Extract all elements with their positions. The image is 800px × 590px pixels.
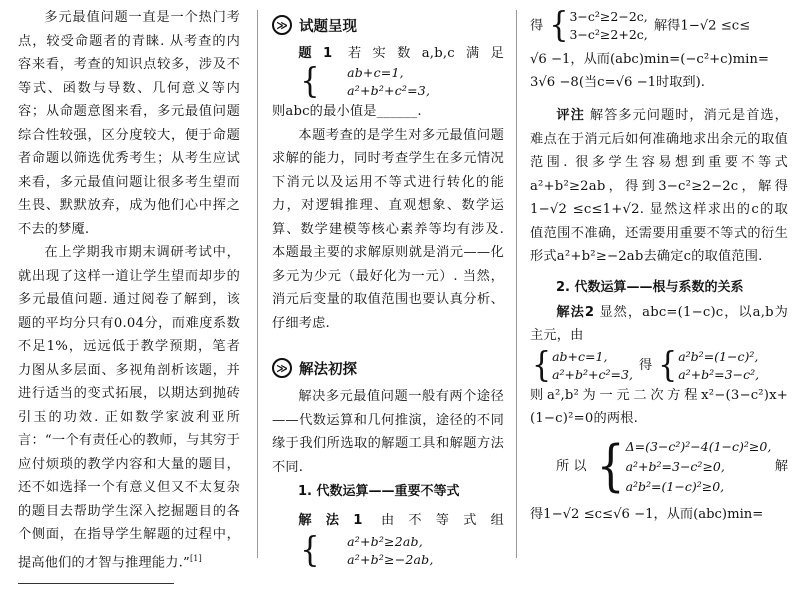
method-label: 解法2 xyxy=(556,304,595,320)
so-label: 所 以 xyxy=(556,459,587,474)
equation-line: a²+b²=3−c²≥0, xyxy=(625,458,725,474)
equation-line: a²+b²≥2ab, xyxy=(347,533,423,549)
equation-line: a²+b²=3−c², xyxy=(678,366,760,382)
approach-paragraph: 解决多元最值问题一般有两个途径——代数运算和几何推演，途径的不同缘于我们所选取的解题工具和解题方法不同. xyxy=(272,389,504,475)
method2-systems xyxy=(530,344,788,386)
intro-paragraph: 多元最值问题一直是一个热门考点，较受命题者的青睐. 从考查的内容来看，考查的知识点较多，涉及不等式、函数与导数、几何意义等内容；从命题意图来看，多元最值问题综合性较强，区分度较大，便于命题者命题以筛选优秀考生；从考生应试来看，多元最值问题让很多考生望而生畏、默默放弃，成为他们心中挥之不去的梦魇. xyxy=(18,10,240,237)
background-paragraph xyxy=(18,241,240,574)
inequality-system: { 3−c²≥2−2c, 3−c²≥2+2c, xyxy=(549,5,648,46)
discriminant-block xyxy=(530,434,788,498)
quadratic-statement: 则a²,b²为一元二次方程x²−(3−c²)x+(1−c)²=0的两根. xyxy=(530,387,788,426)
equation-line: a²b²=(1−c)²≥0, xyxy=(625,478,725,494)
problem-condition: 若实数a,b,c满足 xyxy=(347,46,504,61)
arrow-badge-icon: ≫ xyxy=(272,358,292,378)
equation-line: 3−c²≥2+2c, xyxy=(569,27,648,42)
subheading-method1: 1. 代数运算——重要不等式 xyxy=(298,484,460,499)
inequality-system: { a²+b²≥2ab, a²+b²≥−2ab, xyxy=(300,529,434,571)
comment-label: 评注 xyxy=(556,108,585,123)
subheading-method2: 2. 代数运算——根与系数的关系 xyxy=(556,279,744,295)
column-left xyxy=(18,0,240,574)
problem-question: 则abc的最小值是______. xyxy=(272,104,422,119)
solve-label: 解 xyxy=(774,459,788,474)
equation-system: { ab+c=1, a²+b²+c²=3, xyxy=(300,61,431,102)
column-middle xyxy=(272,0,504,569)
arrow-badge-icon: ≫ xyxy=(272,15,292,35)
section-heading-solution xyxy=(272,351,504,385)
section-title: 解法初探 xyxy=(299,361,357,378)
column-right xyxy=(530,0,788,526)
method-text: 由不等式组 xyxy=(381,513,504,528)
equation-line: 3−c²≥2−2c, xyxy=(569,9,648,24)
analysis-paragraph: 本题考查的是学生对多元最值问题求解的能力，同时考查学生在多元情况下消元以及运用不等式进行转化的能力，对逻辑推理、直观想象、数学运算、数学建模等核心素养等均有涉及. 本题最主要的求解原则就是消元——化多元为少元（最好化为一元）. 当然，消元后变量的取值范围也要认真分析、仔细考虑. xyxy=(272,127,504,331)
equation-line: a²+b²+c²=3, xyxy=(552,366,633,382)
equation-line: a²b²=(1−c)², xyxy=(678,348,759,364)
equation-line: a²+b²+c²=3, xyxy=(347,83,431,98)
section-heading-problem xyxy=(272,8,504,42)
result-line: 3√6 −8(当c=√6 −1时取到). xyxy=(530,75,705,90)
equation-line: Δ=(3−c²)²−4(1−c)²≥0, xyxy=(625,438,772,454)
equation-line: a²+b²≥−2ab, xyxy=(347,551,434,567)
method-text: 得 xyxy=(638,358,653,373)
problem-statement xyxy=(272,44,504,100)
citation-ref: [1] xyxy=(189,553,202,563)
equation-line: ab+c=1, xyxy=(552,348,608,364)
method2-paragraph xyxy=(530,301,788,348)
method-label: 解法1 xyxy=(298,513,363,528)
section-title: 试题呈现 xyxy=(299,18,357,35)
equation-line: ab+c=1, xyxy=(347,65,404,80)
result-text: 解得1−√2 ≤c≤ xyxy=(653,18,751,34)
problem-label: 题1 xyxy=(298,46,333,61)
column-divider xyxy=(516,10,517,558)
method1-start xyxy=(272,509,504,569)
background-text: 在上学期我市期末调研考试中，就出现了这样一道让学生望而却步的多元最值问题. 通过阅卷了解到，该题的平均分只有0.04分，而难度系数不足1%，远远低于教学预期，笔者力图从多层面、多视角剖析该题，并进行适当的变式拓展，以期达到抛砖引玉的功效. 正如数学家波利亚所言：“一个有责任心的教师，与其穷于应付烦琐的教学内容和大量的题目，还不如选择一个有意义但又不太复杂的题目去帮助学生深入挖掘题目的各个侧面，在指导学生解题的过程中，提高他们的才智与推理能力.” xyxy=(18,245,240,570)
result-line: √6 −1，从而(abc)min=(−c²+c)min= xyxy=(530,52,769,67)
equation-system: { ab+c=1, a²+b²+c²=3, xyxy=(532,344,633,386)
comment-paragraph xyxy=(530,104,788,269)
result-text: 得 xyxy=(530,18,544,34)
method-text: 显然，abc=(1−c)c，以a,b为主元，由 xyxy=(530,304,788,343)
final-line: 得1−√2 ≤c≤√6 −1，从而(abc)min= xyxy=(530,506,764,522)
footnote-rule xyxy=(18,583,174,584)
column-divider xyxy=(257,10,258,558)
method1-result xyxy=(530,5,788,46)
comment-text: 解答多元问题时，消元是首选，难点在于消元后如何准确地求出余元的取值范围. 很多学生容易想到重要不等式a²+b²≥2ab，得到3−c²≥2−2c，解得1−√2 ≤c≤1+√2. 显然这样求出的c的取值范围不准确，还需要用重要不等式的衍生形式a²+b²≥−2ab去确定c的取值范围. xyxy=(530,108,788,264)
condition-system: { Δ=(3−c²)²−4(1−c)²≥0, a²+b²=3−c²≥0, a²b²=(1−c)²≥0, xyxy=(596,434,772,498)
equation-system: { a²b²=(1−c)², a²+b²=3−c², xyxy=(658,344,760,386)
